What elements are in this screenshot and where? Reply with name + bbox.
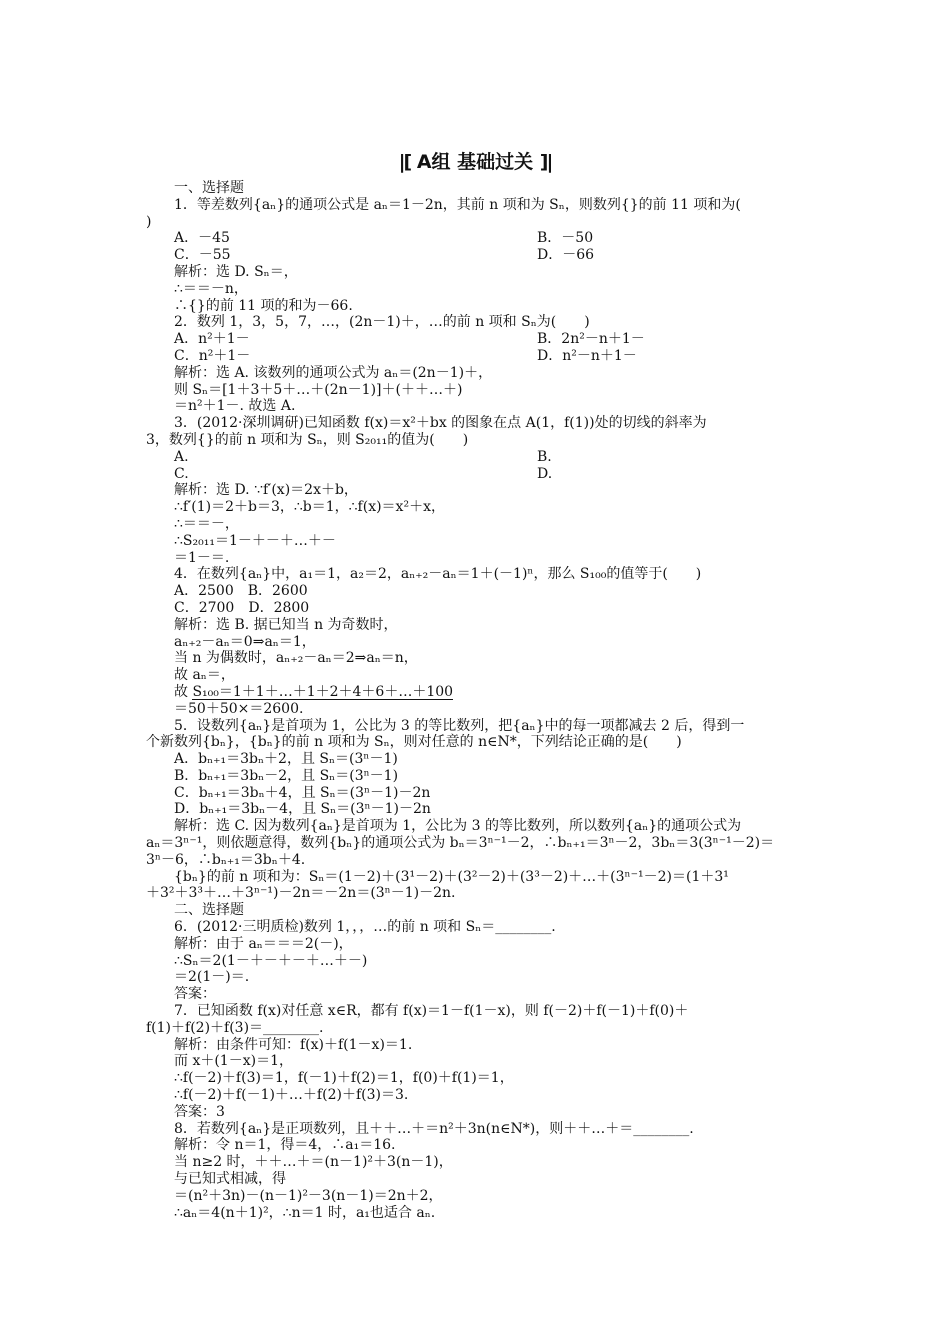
text-line: 当 n 为偶数时，aₙ₊₂－aₙ＝2⇒aₙ＝n， <box>174 650 418 667</box>
underlined-text: S₁₀₀＝1＋1＋…＋1＋2＋4＋6＋…＋100 <box>192 683 454 700</box>
text-line: 答案：3 <box>174 1103 225 1120</box>
option-right: D．n²－n＋1－ <box>537 347 637 364</box>
text-line: 1．等差数列{aₙ}的通项公式是 aₙ＝1－2n，其前 n 项和为 Sₙ，则数列{}的前 11 项和为( <box>174 196 741 213</box>
text-line: A．2500 B．2600 <box>174 583 308 600</box>
option-right: B．2n²－n＋1－ <box>537 331 645 348</box>
text-line: 故 aₙ＝， <box>174 667 235 684</box>
option-left: C．－55 <box>174 247 231 264</box>
heading-text: A组 基础过关 <box>416 151 534 173</box>
text-line: ＝1－＝. <box>174 549 230 566</box>
text-line: A．bₙ₊₁＝3bₙ＋2，且 Sₙ＝(3ⁿ－1) <box>174 751 398 768</box>
section-heading <box>0 147 950 174</box>
text-line: ∴＝＝－n， <box>174 280 248 297</box>
text-line: ∴S₂₀₁₁＝1－＋－＋…＋－ <box>174 532 336 549</box>
text-line: 二、选择题 <box>174 902 244 919</box>
option-left: C．n²＋1－ <box>174 347 251 364</box>
option-left: A．n²＋1－ <box>174 331 250 348</box>
text-line: 个新数列{bₙ}，{bₙ}的前 n 项和为 Sₙ，则对任意的 n∈N*，下列结论正确的是( ) <box>146 734 682 751</box>
heading-left-bracket: |[ <box>398 151 411 173</box>
text-line: 与已知式相减，得 <box>174 1171 286 1188</box>
text-line: ∴{}的前 11 项的和为－66. <box>174 297 353 314</box>
text-line: 2．数列 1，3，5，7，…，(2n－1)＋，…的前 n 项和 Sₙ为( ) <box>174 314 590 331</box>
text-line <box>146 684 810 701</box>
option-left: A. <box>174 448 189 465</box>
text-line: 解析：令 n＝1，得＝4，∴a₁＝16. <box>174 1137 396 1154</box>
text-line: 解析：由条件可知：f(x)＋f(1－x)＝1. <box>174 1036 413 1053</box>
text-line: 则 Sₙ＝[1＋3＋5＋…＋(2n－1)]＋(＋＋…＋) <box>174 381 463 398</box>
text-line: 解析：选 B. 据已知当 n 为奇数时， <box>174 616 398 633</box>
text-line: ＝(n²＋3n)－(n－1)²－3(n－1)＝2n＋2， <box>174 1187 443 1204</box>
text-line: 答案： <box>174 986 216 1003</box>
text-line: aₙ₊₂－aₙ＝0⇒aₙ＝1， <box>174 633 316 650</box>
text-line: 解析：选 A. 该数列的通项公式为 aₙ＝(2n－1)＋， <box>174 364 493 381</box>
option-right: B. <box>537 448 552 465</box>
text-line: 3．(2012·深圳调研)已知函数 f(x)＝x²＋bx 的图象在点 A(1，f(1))处的切线的斜率为 <box>174 415 707 432</box>
text-line: 解析：由于 aₙ＝＝＝2(－)， <box>174 935 353 952</box>
text-line: ∴Sₙ＝2(1－＋－＋－＋…＋－) <box>174 952 368 969</box>
text-line: ∴f′(1)＝2＋b＝3，∴b＝1，∴f(x)＝x²＋x， <box>174 499 445 516</box>
option-left: A．－45 <box>174 230 230 247</box>
text-line: 3，数列{}的前 n 项和为 Sₙ，则 S₂₀₁₁的值为( ) <box>146 431 469 448</box>
text-line: 4．在数列{aₙ}中，a₁＝1，a₂＝2，aₙ₊₂－aₙ＝1＋(－1)ⁿ，那么 S₁₀₀的值等于( ) <box>174 566 702 583</box>
text-line: f(1)＋f(2)＋f(3)＝________. <box>146 1019 324 1036</box>
text-line: 6．(2012·三明质检)数列 1，，，…的前 n 项和 Sₙ＝________. <box>174 919 556 936</box>
text-line: C．2700 D．2800 <box>174 599 310 616</box>
option-row <box>146 247 810 264</box>
text-line: 5．设数列{aₙ}是首项为 1，公比为 3 的等比数列，把{aₙ}中的每一项都减去 2 后，得到一 <box>174 717 745 734</box>
text-line: ＋3²＋3³＋…＋3ⁿ⁻¹)－2n＝－2n＝(3ⁿ－1)－2n. <box>146 885 456 902</box>
text-line: ∴f(－2)＋f(3)＝1，f(－1)＋f(2)＝1，f(0)＋f(1)＝1， <box>174 1070 514 1087</box>
text-line: {bₙ}的前 n 项和为：Sₙ＝(1－2)＋(3¹－2)＋(3²－2)＋(3³－2)＋…＋(3ⁿ⁻¹－2)＝(1＋3¹ <box>174 868 729 885</box>
option-right: D. <box>537 465 553 482</box>
option-row <box>146 466 810 483</box>
option-left: C. <box>174 465 189 482</box>
text-line: ∴＝＝－， <box>174 515 239 532</box>
option-row <box>146 230 810 247</box>
option-right: B．－50 <box>537 230 594 247</box>
line-prefix: 故 <box>174 683 193 700</box>
text-line: ＝n²＋1－. 故选 A. <box>174 398 296 415</box>
text-line: 解析：选 C. 因为数列{aₙ}是首项为 1，公比为 3 的等比数列，所以数列{aₙ}的通项公式为 <box>174 818 742 835</box>
text-line: 7．已知函数 f(x)对任意 x∈R，都有 f(x)＝1－f(1－x)，则 f(－2)＋f(－1)＋f(0)＋ <box>174 1003 689 1020</box>
text-line: 当 n≥2 时，＋＋…＋＝(n－1)²＋3(n－1)， <box>174 1154 453 1171</box>
text-line: ∴f(－2)＋f(－1)＋…＋f(2)＋f(3)＝3. <box>174 1087 409 1104</box>
document-body <box>146 180 810 1221</box>
text-line: C．bₙ₊₁＝3bₙ＋4，且 Sₙ＝(3ⁿ－1)－2n <box>174 784 431 801</box>
option-row <box>146 348 810 365</box>
text-line: D．bₙ₊₁＝3bₙ－4，且 Sₙ＝(3ⁿ－1)－2n <box>174 801 431 818</box>
option-row <box>146 331 810 348</box>
text-line: 3ⁿ－6，∴bₙ₊₁＝3bₙ＋4. <box>146 851 306 868</box>
text-line: 8．若数列{aₙ}是正项数列，且＋＋…＋＝n²＋3n(n∈N*)，则＋＋…＋＝________. <box>174 1120 694 1137</box>
text-line: 解析：选 D. Sₙ＝， <box>174 263 298 280</box>
option-right: D．－66 <box>537 247 595 264</box>
text-line: 一、选择题 <box>174 180 244 196</box>
text-line: ) <box>146 213 152 230</box>
text-line: B．bₙ₊₁＝3bₙ－2，且 Sₙ＝(3ⁿ－1) <box>174 767 399 784</box>
text-line: 而 x＋(1－x)＝1， <box>174 1053 293 1070</box>
heading-right-bracket: ]| <box>539 151 552 173</box>
text-line: ∴aₙ＝4(n＋1)²，∴n＝1 时，a₁也适合 aₙ. <box>174 1204 436 1221</box>
text-line: 解析：选 D. ∵f′(x)＝2x＋b， <box>174 482 358 499</box>
option-row <box>146 449 810 466</box>
text-line: aₙ＝3ⁿ⁻¹，则依题意得，数列{bₙ}的通项公式为 bₙ＝3ⁿ⁻¹－2，∴bₙ₊₁＝3ⁿ－2，3bₙ＝3(3ⁿ⁻¹－2)＝ <box>146 835 775 852</box>
text-line: ＝2(1－)＝. <box>174 969 250 986</box>
text-line: ＝50＋50×＝2600. <box>174 700 304 717</box>
